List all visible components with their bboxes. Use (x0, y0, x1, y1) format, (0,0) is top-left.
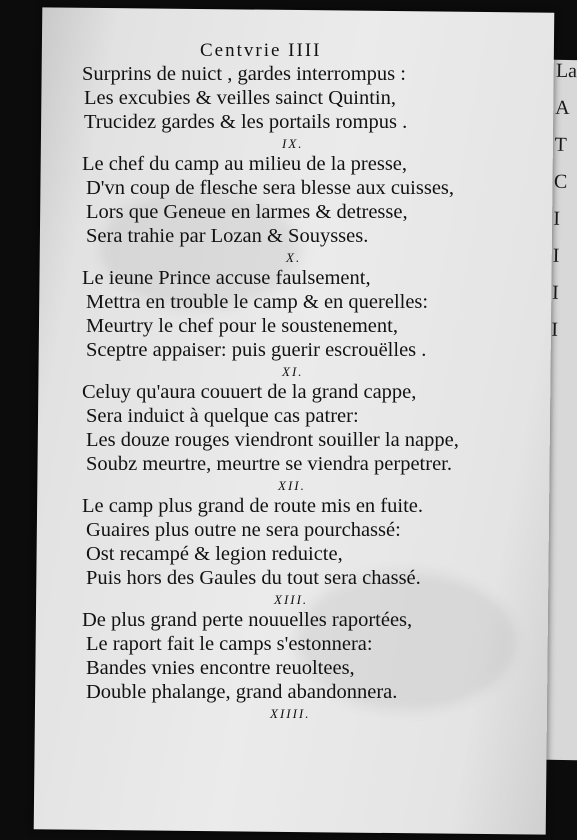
verse-line: Celuy qu'aura couuert de la grand cappe, (82, 381, 417, 403)
facing-page-letter: I (552, 244, 560, 267)
verse-number: IX. (282, 136, 304, 151)
facing-page-letter: T (554, 133, 568, 156)
verse-line: Sera trahie par Lozan & Souysses. (86, 225, 369, 247)
verse-line: Le raport fait le camps s'estonnera: (86, 633, 373, 655)
facing-page-letter: C (553, 170, 568, 194)
verse-line: Sera induict à quelque cas patrer: (86, 405, 359, 427)
facing-page-letter: La (555, 59, 577, 83)
verse-line: Mettra en trouble le camp & en querelles: (86, 291, 429, 313)
facing-page-letter: A (555, 96, 570, 120)
verse-line: Les excubies & veilles sainct Quintin, (84, 87, 396, 109)
verse-line: Le camp plus grand de route mis en fuite. (82, 495, 423, 517)
verse-line: Soubz meurtre, meurtre se viendra perpetrer. (86, 453, 452, 475)
running-header: Centvrie IIII (200, 40, 322, 61)
verse-line: Les douze rouges viendront souiller la nappe, (86, 429, 459, 451)
facing-page-letter: I (551, 281, 559, 304)
verse-line: Ost recampé & legion reduicte, (86, 543, 343, 565)
facing-page-letter: I (553, 207, 561, 230)
verse-line: Sceptre appaiser: puis guerir escrouëlles . (86, 339, 427, 361)
verse-line: Lors que Geneue en larmes & detresse, (86, 201, 408, 223)
verse-line: D'vn coup de flesche sera blesse aux cuisses, (86, 177, 455, 199)
verse-line: De plus grand perte nouuelles raportées, (82, 609, 413, 631)
verse-line: Le ieune Prince accuse faulsement, (82, 267, 371, 289)
verse-number: X. (286, 250, 302, 265)
verse-line: Bandes vnies encontre reuoltees, (86, 657, 355, 679)
verse-number: XIIII. (270, 706, 311, 721)
verse-line: Le chef du camp au milieu de la presse, (82, 153, 408, 175)
verse-line: Double phalange, grand abandonnera. (86, 681, 398, 703)
facing-page-letter: I (551, 318, 559, 341)
verse-number: XI. (282, 364, 304, 379)
verse-line: Puis hors des Gaules du tout sera chassé. (86, 567, 421, 589)
verse-number: XIII. (274, 592, 309, 607)
verse-number: XII. (278, 478, 306, 493)
verse-line: Trucidez gardes & les portails rompus . (84, 111, 408, 133)
verse-line: Guaires plus outre ne sera pourchassé: (86, 519, 401, 541)
verse-line: Meurtry le chef pour le soustenement, (86, 315, 398, 337)
verse-line: Surprins de nuict , gardes interrompus : (82, 63, 406, 85)
